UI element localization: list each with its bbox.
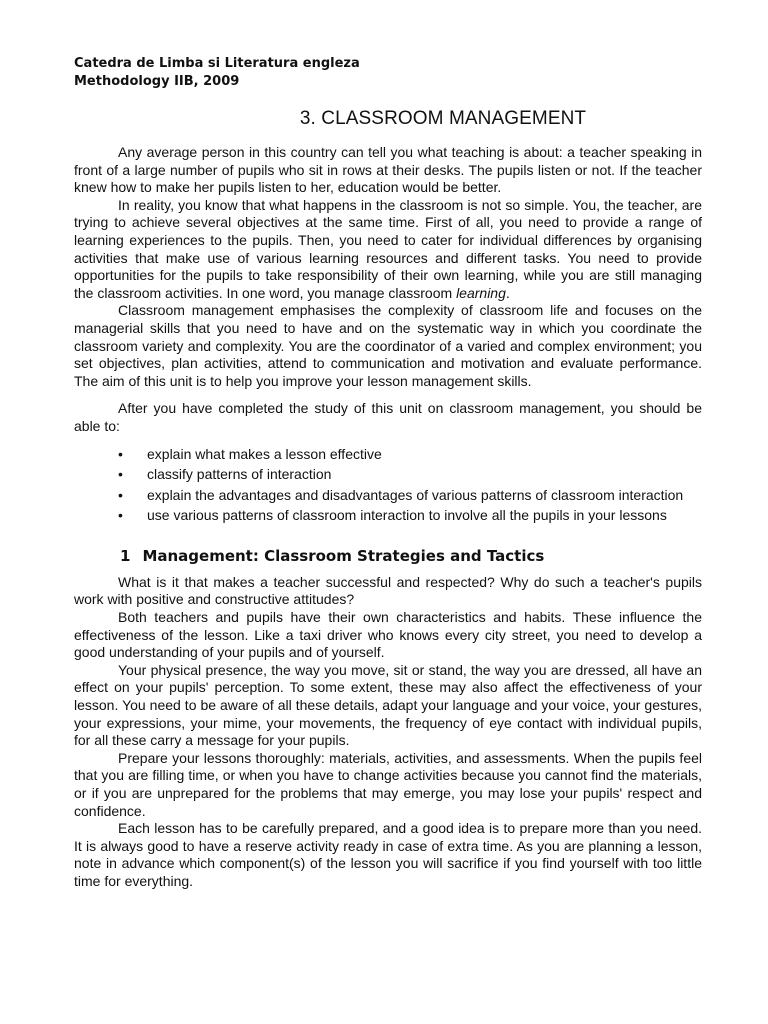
emphasis-learning: learning xyxy=(456,284,506,301)
intro-paragraph-4: After you have completed the study of this unit on classroom management, you should be able to: xyxy=(74,400,702,434)
bullet-icon: • xyxy=(118,507,123,524)
document-header xyxy=(74,55,702,91)
section-heading xyxy=(120,547,702,565)
intro-paragraph-2: In reality, you know that what happens in the classroom is not so simple. You, the teacher, are trying to achieve several objectives at the same time. First of all, you need to provide a range of learning experiences to the pupils. Then, you need to cater for individual differences by organising activities that make use of various learning resources and different tasks. You need to provide opportunities for the pupils to take responsibility of their own learning, while you are still managing the classroom activities. In one word, you manage classroom learning. xyxy=(74,196,702,301)
list-item: • explain the advantages and disadvantages of various patterns of classroom interaction xyxy=(118,486,684,503)
intro-paragraph-1: Any average person in this country can tell you what teaching is about: a teacher speaking in front of a large number of pupils who sit in rows at their desks. The pupils listen or not. If the teacher knew how to make her pupils listen to her, education would be better. xyxy=(74,144,702,196)
bullet-icon: • xyxy=(118,486,123,503)
section-paragraph: Each lesson has to be carefully prepared, and a good idea is to prepare more than you need. It is always good to have a reserve activity ready in case of extra time. As you are planning a lesson, note in advance which component(s) of the lesson you will sacrifice if you find yourself with too little time for everything. xyxy=(74,820,702,889)
section-paragraph: Prepare your lessons thoroughly: materials, activities, and assessments. When the pupils feel that you are filling time, or when you have to change activities because you cannot find the materials, or if you are unprepared for the problems that may emerge, you may lose your pupils' respect and confidence. xyxy=(74,749,702,819)
bullet-icon: • xyxy=(118,445,123,462)
chapter-title: 3. CLASSROOM MANAGEMENT xyxy=(299,108,587,129)
section-paragraph: Your physical presence, the way you move, sit or stand, the way you are dressed, all have an effect on your pupils' perception. To some extent, these may also affect the effectiveness of your lesson. You need to be aware of all these details, adapt your language and your voice, your gestures, your expressions, your mime, your movements, the frequency of eye contact with individual pupils, for all these carry a message for your pupils. xyxy=(74,661,702,749)
section-title: Management: Classroom Strategies and Tactics xyxy=(142,546,545,565)
section-number: 1 xyxy=(120,546,131,565)
list-item: • classify patterns of interaction xyxy=(118,466,332,483)
intro-paragraph-3: Classroom management emphasises the complexity of classroom life and focuses on the managerial skills that you need to have and on the systematic way in which you coordinate the classroom variety and complexity. You are the coordinator of a varied and complex environment; you set objectives, plan activities, attend to communication and motivation and evaluate performance. The aim of this unit is to help you improve your lesson management skills. xyxy=(74,302,702,389)
header-department: Catedra de Limba si Literatura engleza xyxy=(74,56,360,71)
list-item: • explain what makes a lesson effective xyxy=(118,445,382,462)
objectives-list xyxy=(74,445,702,525)
section-paragraph: What is it that makes a teacher successful and respected? Why do such a teacher's pupils work with positive and constructive attitudes? xyxy=(74,573,702,608)
bullet-icon: • xyxy=(118,466,123,483)
header-course: Methodology IIB, 2009 xyxy=(74,74,240,89)
list-item: • use various patterns of classroom interaction to involve all the pupils in your lessons xyxy=(118,507,667,524)
section-paragraph: Both teachers and pupils have their own characteristics and habits. These influence the effectiveness of the lesson. Like a taxi driver who knows every city street, you need to develop a good understanding of your pupils and of yourself. xyxy=(74,609,702,661)
